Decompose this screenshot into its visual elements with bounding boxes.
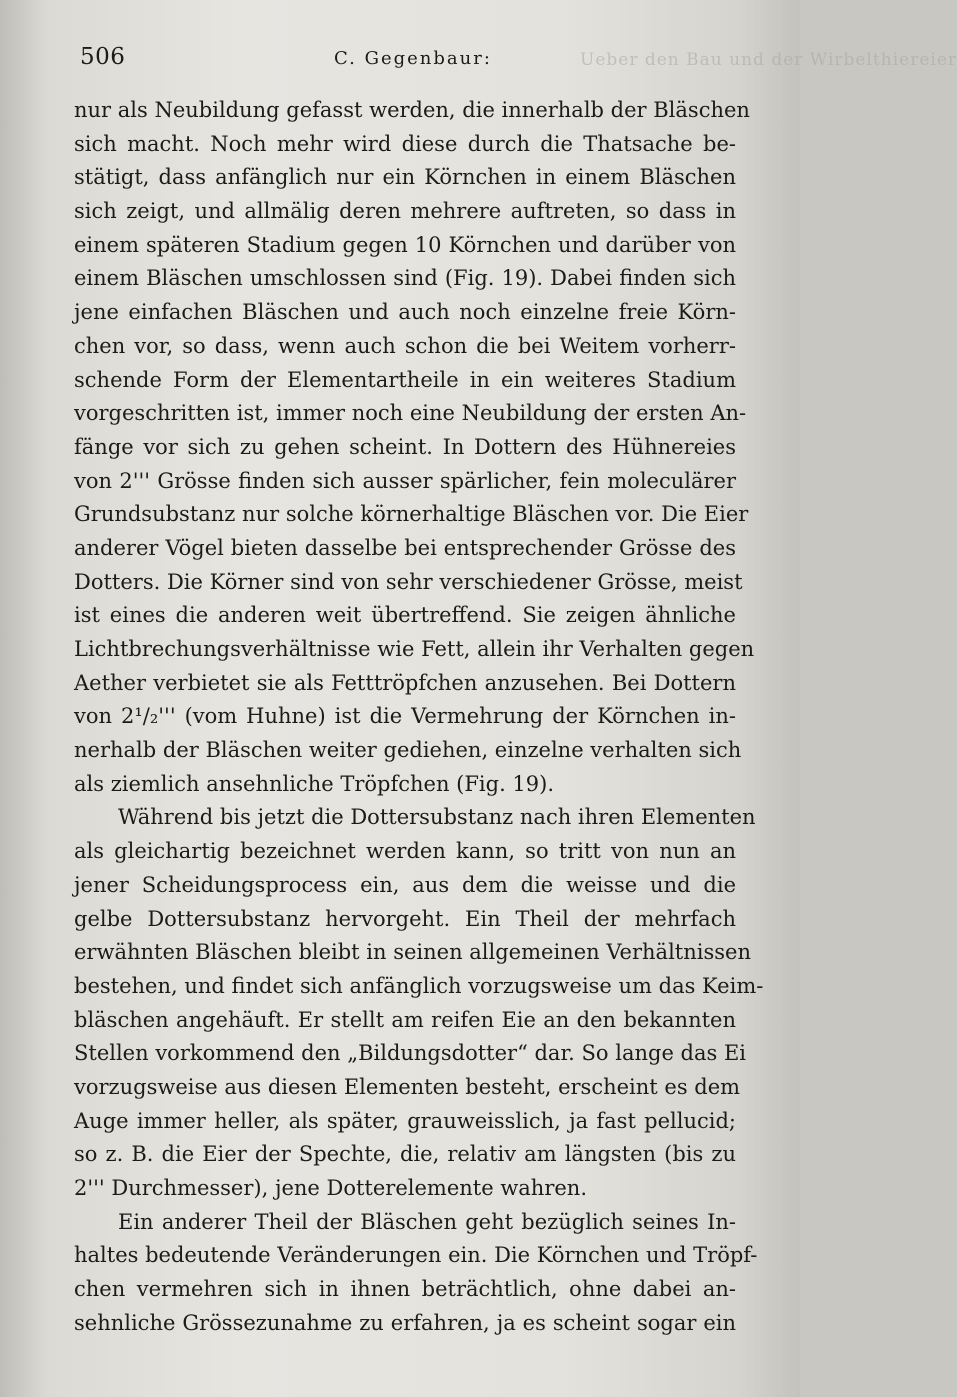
text-line: bestehen, und findet sich anfänglich vorzugsweise um das Keim- bbox=[74, 973, 764, 998]
page-number: 506 bbox=[80, 44, 126, 70]
text-line: bläschen angehäuft. Er stellt am reifen Eie an den bekannten bbox=[74, 1007, 736, 1032]
body-text bbox=[74, 94, 764, 1340]
text-line: nerhalb der Bläschen weiter gediehen, einzelne verhalten sich bbox=[74, 738, 742, 763]
text-line: erwähnten Bläschen bleibt in seinen allgemeinen Verhältnissen bbox=[74, 940, 751, 965]
text-line: haltes bedeutende Veränderungen ein. Die Körnchen und Tröpf- bbox=[74, 1243, 758, 1268]
text-line: Grundsubstanz nur solche körnerhaltige Bläschen vor. Die Eier bbox=[74, 502, 749, 527]
bleed-through-text: Ueber den Bau und der Wirbelthiereier bbox=[580, 50, 957, 70]
text-line: so z. B. die Eier der Spechte, die, relativ am längsten (bis zu bbox=[74, 1142, 736, 1167]
text-line: chen vor, so dass, wenn auch schon die bei Weitem vorherr- bbox=[74, 333, 736, 358]
text-line: einem Bläschen umschlossen sind (Fig. 19). Dabei finden sich bbox=[74, 266, 736, 291]
text-line: anderer Vögel bieten dasselbe bei entsprechender Grösse des bbox=[74, 535, 736, 560]
text-line: vorgeschritten ist, immer noch eine Neubildung der ersten An- bbox=[74, 401, 747, 426]
text-line: stätigt, dass anfänglich nur ein Körnchen in einem Bläschen bbox=[74, 165, 736, 190]
text-line: nur als Neubildung gefasst werden, die innerhalb der Bläschen bbox=[74, 98, 750, 122]
running-head: C. Gegenbaur: bbox=[334, 48, 492, 69]
text-line: fänge vor sich zu gehen scheint. In Dottern des Hühnereies bbox=[74, 434, 736, 459]
text-line: sehnliche Grössezunahme zu erfahren, ja es scheint sogar ein bbox=[74, 1310, 736, 1335]
text-line: als ziemlich ansehnliche Tröpfchen (Fig. 19). bbox=[74, 771, 555, 796]
page-header bbox=[80, 38, 957, 78]
text-line: Aether verbietet sie als Fetttröpfchen anzusehen. Bei Dottern bbox=[74, 670, 736, 695]
text-line: Stellen vorkommend den „Bildungsdotter“ dar. So lange das Ei bbox=[74, 1041, 747, 1066]
text-line: sich zeigt, und allmälig deren mehrere auftreten, so dass in bbox=[74, 199, 736, 224]
text-line: jener Scheidungsprocess ein, aus dem die weisse und die bbox=[74, 872, 736, 897]
text-line: schende Form der Elementartheile in ein weiteres Stadium bbox=[74, 367, 736, 392]
text-line: sich macht. Noch mehr wird diese durch die Thatsache be- bbox=[74, 131, 736, 156]
text-line: Ein anderer Theil der Bläschen geht bezüglich seines In- bbox=[118, 1209, 736, 1234]
text-line: Lichtbrechungsverhältnisse wie Fett, allein ihr Verhalten gegen bbox=[74, 637, 755, 661]
text-line: einem späteren Stadium gegen 10 Körnchen und darüber von bbox=[74, 232, 736, 257]
text-line: von 2¹/₂''' (vom Huhne) ist die Vermehrung der Körnchen in- bbox=[74, 704, 736, 729]
text-line: jene einfachen Bläschen und auch noch einzelne freie Körn- bbox=[74, 300, 736, 325]
text-line: vorzugsweise aus diesen Elementen besteht, erscheint es dem bbox=[74, 1074, 741, 1099]
text-line: Dotters. Die Körner sind von sehr verschiedener Grösse, meist bbox=[74, 569, 743, 594]
text-line: Auge immer heller, als später, grauweisslich, ja fast pellucid; bbox=[74, 1108, 736, 1133]
text-line: gelbe Dottersubstanz hervorgeht. Ein Theil der mehrfach bbox=[74, 906, 736, 931]
text-line: 2''' Durchmesser), jene Dotterelemente wahren. bbox=[74, 1176, 588, 1200]
text-line: chen vermehren sich in ihnen beträchtlich, ohne dabei an- bbox=[74, 1277, 736, 1302]
text-line: Während bis jetzt die Dottersubstanz nach ihren Elementen bbox=[118, 805, 756, 830]
text-line: ist eines die anderen weit übertreffend. Sie zeigen ähnliche bbox=[74, 603, 736, 628]
text-line: als gleichartig bezeichnet werden kann, so tritt von nun an bbox=[74, 839, 736, 864]
text-line: von 2''' Grösse finden sich ausser spärlicher, fein moleculärer bbox=[74, 468, 736, 493]
